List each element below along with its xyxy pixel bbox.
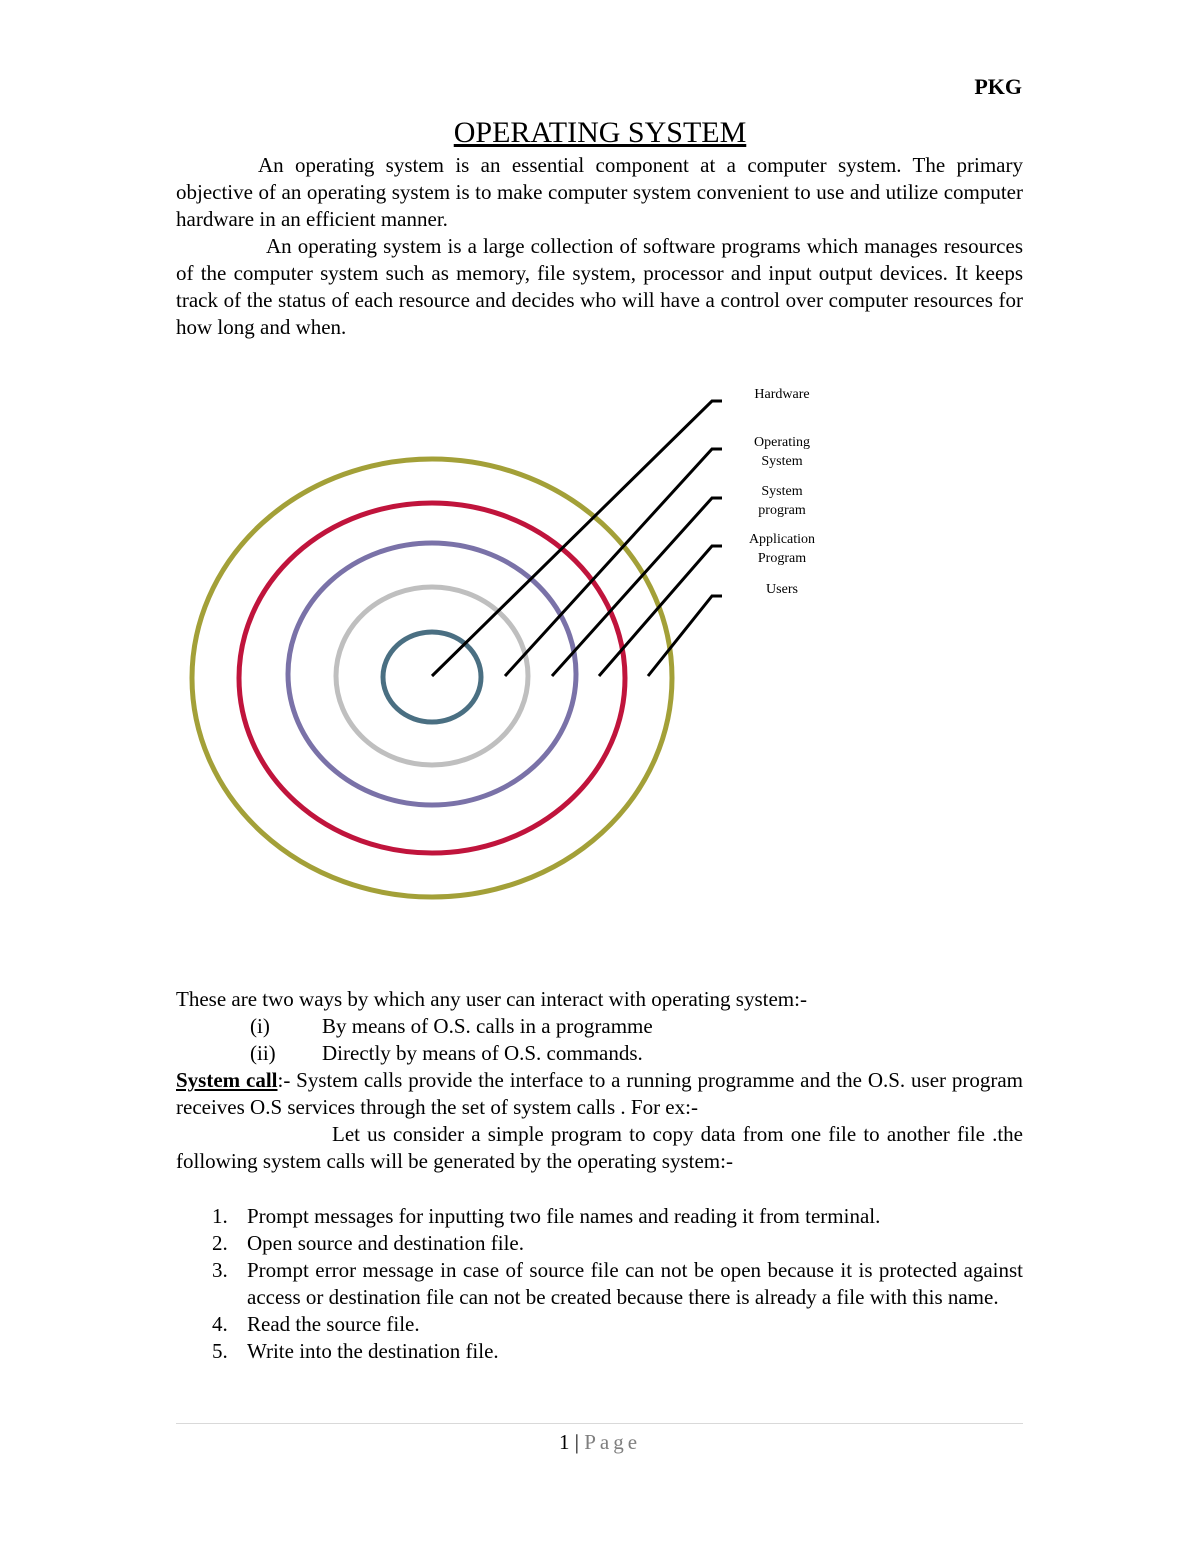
step-text: Open source and destination file. — [247, 1231, 524, 1255]
step-text: Prompt messages for inputting two file names and reading it from terminal. — [247, 1204, 881, 1228]
page-title: OPERATING SYSTEM — [453, 116, 747, 149]
footer-separator: | — [574, 1430, 579, 1454]
step-number: 5. — [212, 1339, 228, 1363]
intro-paragraph-2: An operating system is a large collection of software programs which manages resources of the computer system such as memory, file system, processor and input output devices. It keeps track of the status of each resource and decides who will have a control over computer resources for how long and when. — [176, 234, 1023, 339]
ring-hardware — [383, 632, 481, 722]
page-footer — [0, 1430, 1200, 1455]
ring-users — [192, 459, 672, 897]
system-call-paragraph — [176, 1067, 1023, 1121]
system-call-term: System call — [176, 1068, 278, 1092]
label-application-program-line2: Program — [757, 551, 807, 566]
label-hardware: Hardware — [754, 387, 810, 402]
list-item — [176, 1230, 1023, 1257]
list-item — [176, 1338, 1023, 1365]
page-number: 1 — [558, 1430, 570, 1454]
step-text: Read the source file. — [247, 1312, 420, 1336]
footer-divider — [176, 1423, 1023, 1424]
label-application-program-line1: Application — [748, 532, 816, 547]
step-text: Prompt error message in case of source file can not be open because it is protected against access or destination file can not be created because there is already a file with this name. — [247, 1258, 1023, 1309]
list-item-number: (i) — [250, 1014, 270, 1038]
ring-application-program — [239, 503, 625, 853]
step-number: 2. — [212, 1231, 228, 1255]
label-users: Users — [766, 582, 798, 597]
leader-line-system-program — [552, 498, 722, 676]
list-item — [250, 1040, 653, 1067]
list-item — [176, 1257, 1023, 1311]
system-call-text: :- System calls provide the interface to a running programme and the O.S. user program receives O.S services through the set of system calls . For ex:- — [176, 1068, 1023, 1119]
header-tag: PKG — [974, 74, 1022, 99]
list-item — [250, 1013, 653, 1040]
label-operating-system-line2: System — [761, 454, 803, 469]
list-item — [176, 1311, 1023, 1338]
intro-paragraph-1: An operating system is an essential component at a computer system. The primary objective of an operating system is to make computer system convenient to use and utilize computer hardware in an efficient manner. — [176, 153, 1023, 231]
step-number: 1. — [212, 1204, 228, 1228]
page-word: Page — [584, 1430, 642, 1454]
step-number: 3. — [212, 1258, 228, 1282]
list-item-number: (ii) — [250, 1041, 276, 1065]
leader-line-hardware — [432, 401, 722, 676]
label-system-program-line2: program — [758, 503, 806, 518]
interaction-intro: These are two ways by which any user can interact with operating system:- — [176, 987, 807, 1011]
label-system-program-line1: System — [761, 484, 803, 499]
list-item-text: Directly by means of O.S. commands. — [322, 1041, 643, 1065]
interaction-ways-list — [250, 1013, 653, 1067]
system-call-steps-list — [176, 1203, 1023, 1365]
list-item — [176, 1203, 1023, 1230]
step-number: 4. — [212, 1312, 228, 1336]
label-operating-system-line1: Operating — [754, 435, 810, 450]
list-item-text: By means of O.S. calls in a programme — [322, 1014, 653, 1038]
system-call-example: Let us consider a simple program to copy data from one file to another file .the following system calls will be generated by the operating system:- — [176, 1122, 1023, 1173]
step-text: Write into the destination file. — [247, 1339, 499, 1363]
